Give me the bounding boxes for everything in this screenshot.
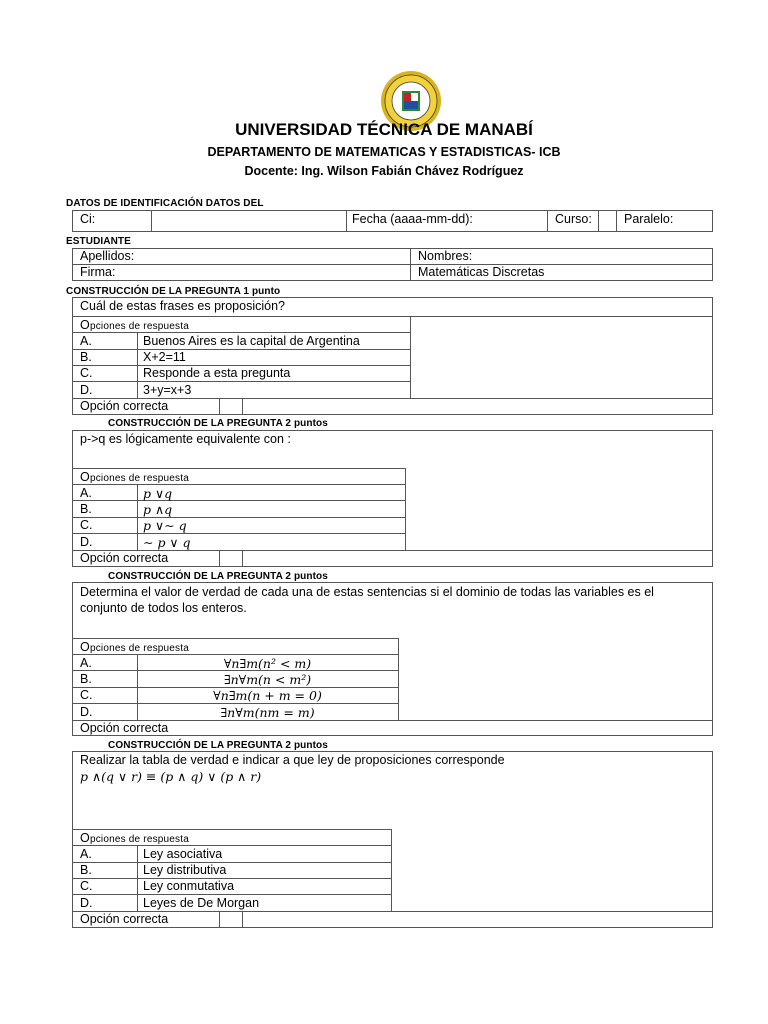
q4-correct-label: Opción correcta — [80, 912, 169, 926]
fecha-label: Fecha (aaaa-mm-dd): — [352, 212, 473, 226]
q2-correct-label: Opción correcta — [80, 551, 169, 565]
q3-option-b-formula: ∃n∀m(n < m²) — [223, 672, 312, 687]
department-title: DEPARTAMENTO DE MATEMATICAS Y ESTADISTICAS- ICB — [207, 145, 561, 159]
curso-label: Curso: — [555, 212, 592, 226]
q1-correct-label: Opción correcta — [80, 399, 169, 413]
q3-option-d-letter: D. — [80, 705, 93, 719]
q3-option-d-formula: ∃n∀m(nm = m) — [220, 705, 315, 720]
q2-option-a-letter: A. — [80, 486, 92, 500]
q2-options-header: Opciones de respuesta — [80, 470, 190, 484]
q3-correct-label: Opción correcta — [80, 721, 169, 735]
q2-title: CONSTRUCCIÓN DE LA PREGUNTA 2 puntos — [108, 418, 328, 429]
q4-option-b-letter: B. — [80, 863, 92, 877]
q3-option-a-letter: A. — [80, 656, 92, 670]
q2-option-d-formula: ∼ p ∨ q — [143, 535, 191, 550]
q3-title: CONSTRUCCIÓN DE LA PREGUNTA 2 puntos — [108, 571, 328, 582]
q2-question: p->q es lógicamente equivalente con : — [80, 432, 291, 446]
subject-name: Matemáticas Discretas — [418, 265, 545, 279]
q3-option-c-letter: C. — [80, 688, 93, 702]
university-title: UNIVERSIDAD TÉCNICA DE MANABÍ — [235, 120, 533, 139]
q1-option-a-text: Buenos Aires es la capital de Argentina — [143, 334, 360, 348]
q1-option-b-text: X+2=11 — [143, 350, 186, 364]
firma-label: Firma: — [80, 265, 116, 279]
q1-option-d-text: 3+y=x+3 — [143, 383, 192, 397]
q4-option-a-text: Ley asociativa — [143, 847, 223, 861]
q1-question: Cuál de estas frases es proposición? — [80, 299, 285, 313]
q4-options-header: Opciones de respuesta — [80, 831, 190, 845]
q2-option-a-formula: p ∨q — [143, 486, 173, 501]
q3-options-header: Opciones de respuesta — [80, 640, 190, 654]
q2-option-b-formula: p ∧q — [143, 502, 173, 517]
identification-section-title: DATOS DE IDENTIFICACIÓN DATOS DEL — [66, 198, 264, 209]
q4-question: Realizar la tabla de verdad e indicar a que ley de proposiciones corresponde — [80, 753, 505, 767]
q4-option-c-text: Ley conmutativa — [143, 879, 235, 893]
q2-option-d-letter: D. — [80, 535, 93, 549]
apellidos-label: Apellidos: — [80, 249, 135, 263]
q4-formula: p ∧(q ∨ r) ≡ (p ∧ q) ∨ (p ∧ r) — [80, 769, 262, 784]
q4-title: CONSTRUCCIÓN DE LA PREGUNTA 2 puntos — [108, 740, 328, 751]
q1-title: CONSTRUCCIÓN DE LA PREGUNTA 1 punto — [66, 286, 281, 297]
teacher-name: Docente: Ing. Wilson Fabián Chávez Rodríguez — [244, 164, 524, 178]
q3-option-c-formula: ∀n∃m(n + m = 0) — [213, 688, 322, 703]
q4-option-a-letter: A. — [80, 847, 92, 861]
q3-question-line2: conjunto de todos los enteros. — [80, 601, 247, 615]
q4-option-b-text: Ley distributiva — [143, 863, 227, 877]
q4-option-c-letter: C. — [80, 879, 93, 893]
student-section-title: ESTUDIANTE — [66, 236, 131, 247]
ci-label: Ci: — [80, 212, 96, 226]
nombres-label: Nombres: — [418, 249, 473, 263]
q1-option-a-letter: A. — [80, 334, 92, 348]
q2-option-b-letter: B. — [80, 502, 92, 516]
paralelo-label: Paralelo: — [624, 212, 674, 226]
q4-option-d-letter: D. — [80, 896, 93, 910]
q3-option-a-formula: ∀n∃m(n² < m) — [223, 656, 312, 671]
q1-options-header: Opciones de respuesta — [80, 318, 190, 332]
q1-option-d-letter: D. — [80, 383, 93, 397]
q2-option-c-letter: C. — [80, 518, 93, 532]
q3-option-b-letter: B. — [80, 672, 92, 686]
q1-option-c-letter: C. — [80, 366, 93, 380]
q4-option-d-text: Leyes de De Morgan — [143, 896, 260, 910]
q1-option-b-letter: B. — [80, 350, 92, 364]
q1-option-c-text: Responde a esta pregunta — [143, 366, 291, 380]
q3-question-line1: Determina el valor de verdad de cada una de estas sentencias si el dominio de todas las variables es el — [80, 585, 654, 599]
q2-option-c-formula: p ∨∼ q — [143, 518, 187, 533]
